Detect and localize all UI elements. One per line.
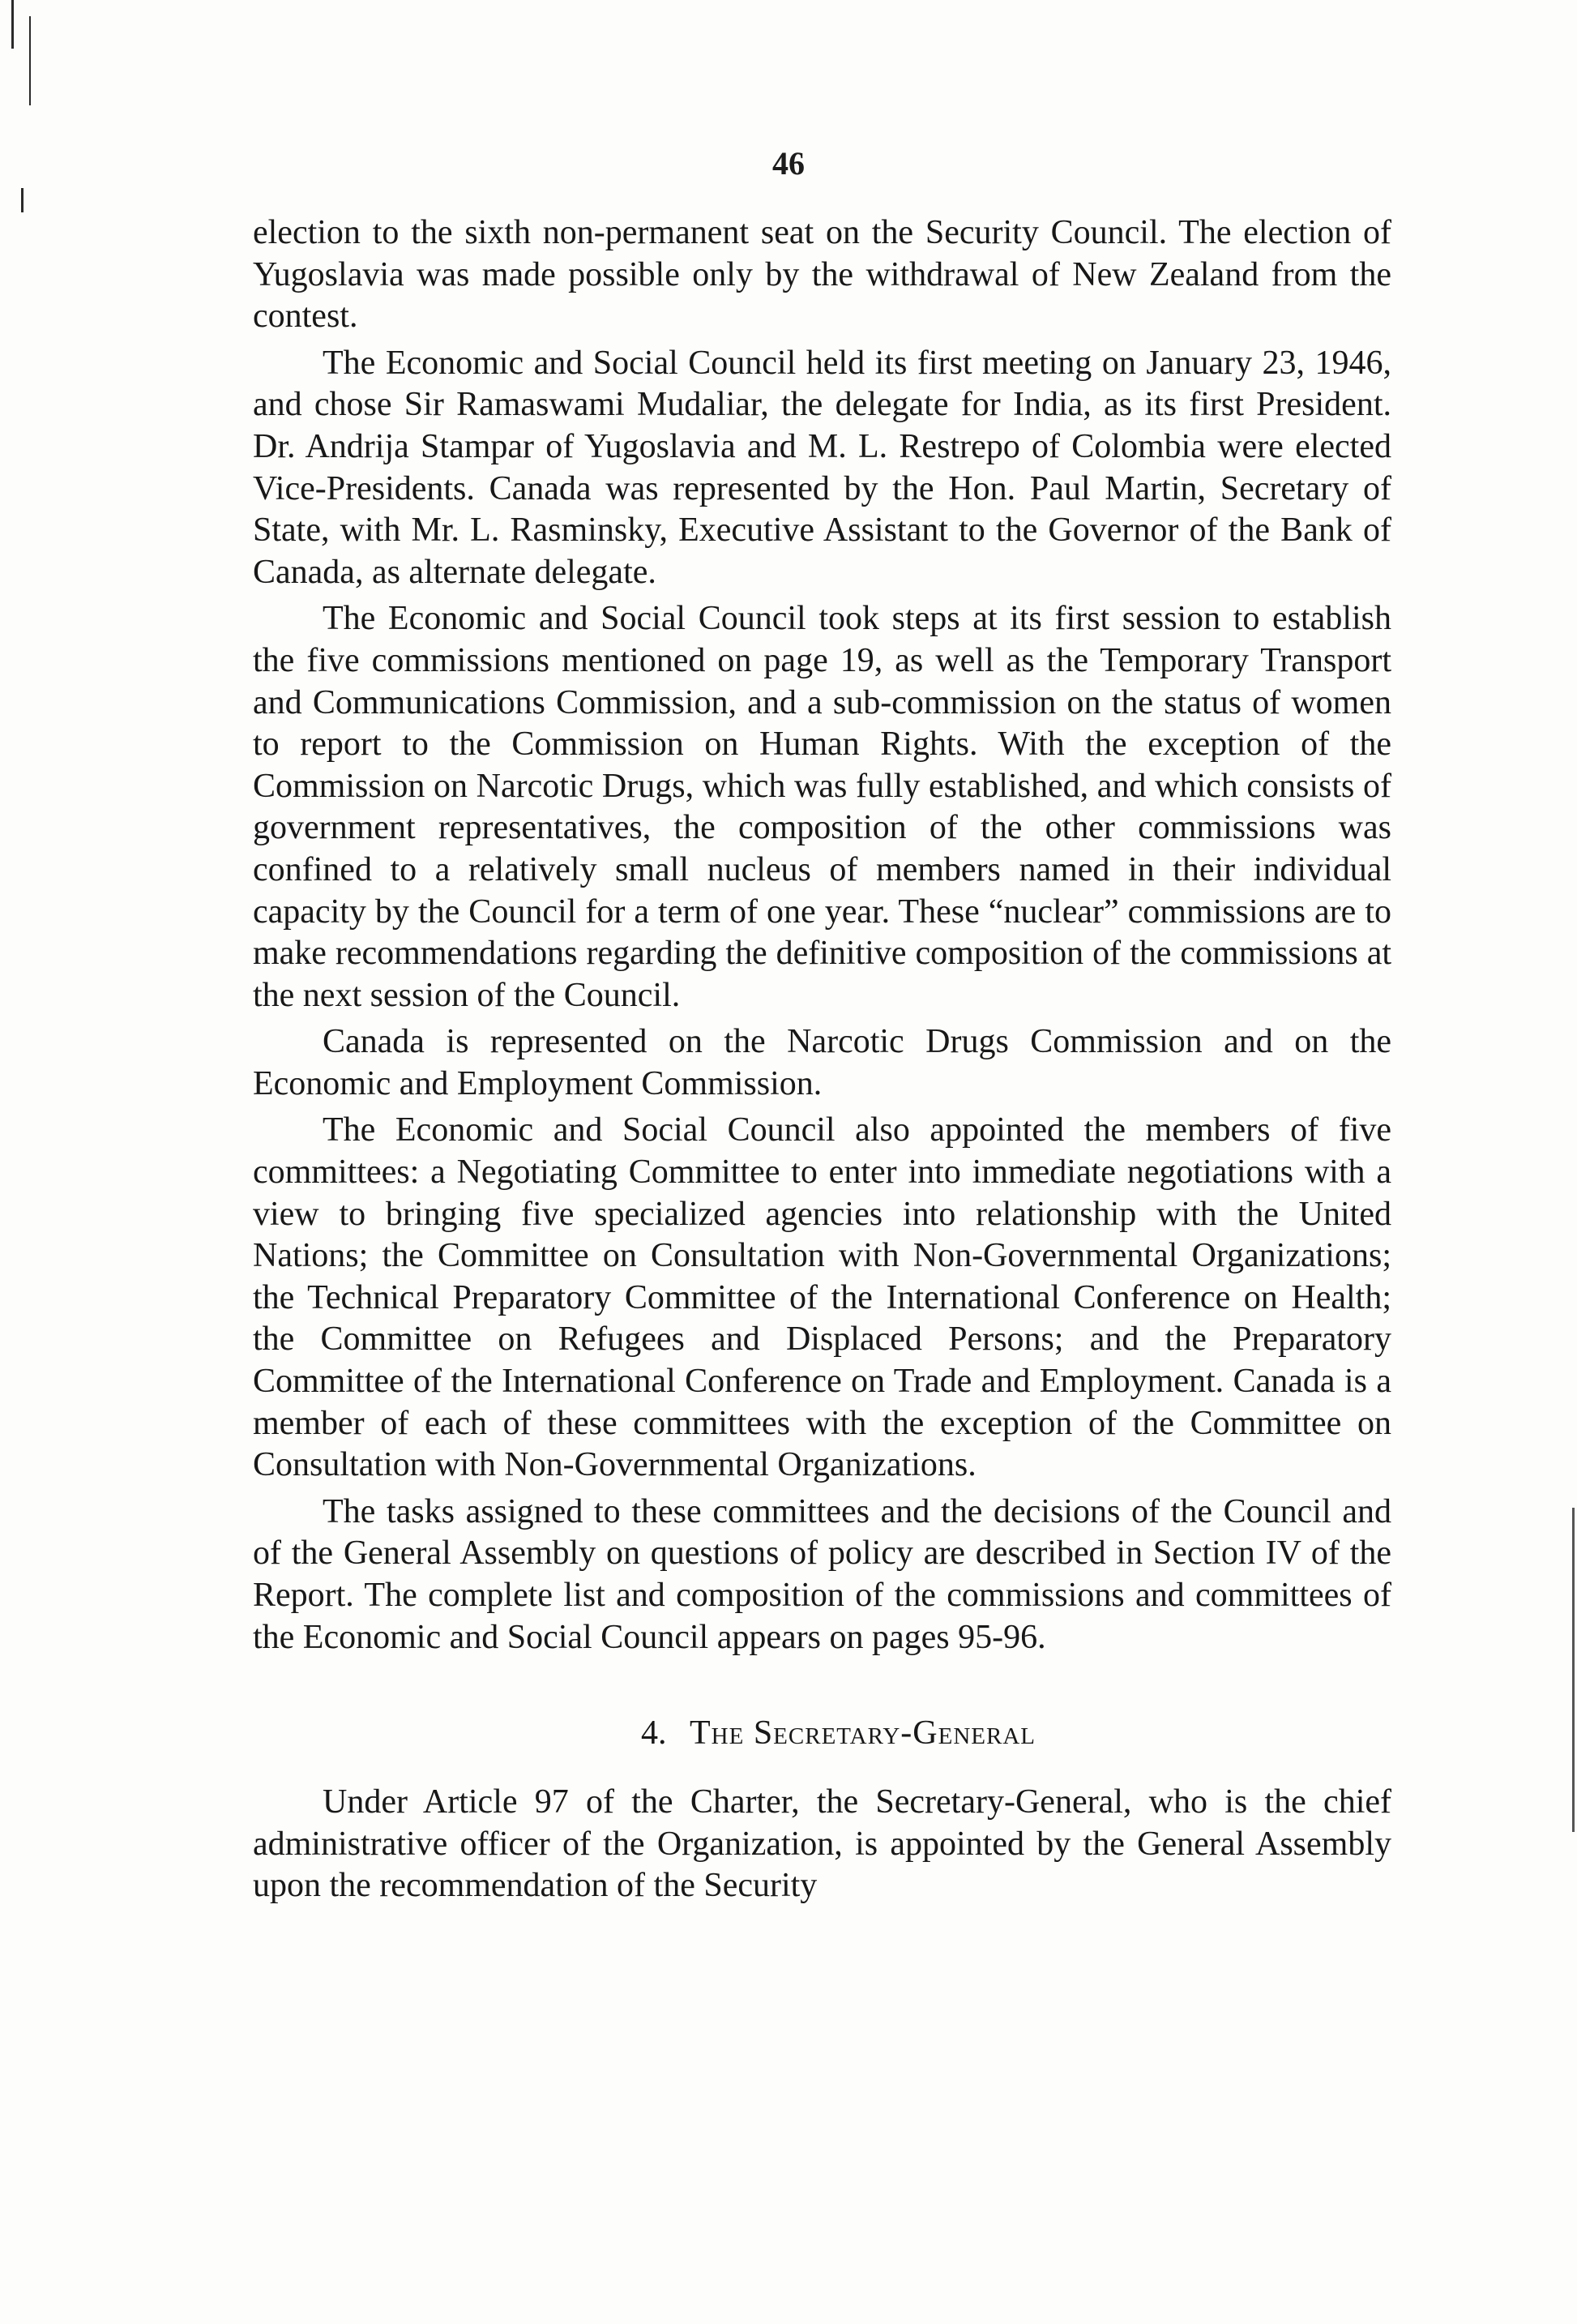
- scan-edge-mark: [29, 16, 31, 105]
- paragraph: The Economic and Social Council took steps at its first session to establish the five commissions mentioned on page 19, as well as the Temporary Transport and Communications Commission, and a sub-commission on the status of women to report to the Commission on Human Rights. With the exception of the Commission on Narcotic Drugs, which was fully established, and which consists of government representatives, the composition of the other commissions was confined to a relatively small nucleus of members named in their individual capacity by the Council for a term of one year. These “nuclear” commissions are to make recommendations regarding the definitive composition of the commissions at the next session of the Council.: [253, 600, 1391, 1014]
- section-heading: [253, 1712, 1391, 1754]
- body-text: [253, 212, 1391, 1912]
- paragraph: The Economic and Social Council held its first meeting on January 23, 1946, and chose Sir Ramaswami Mudaliar, the delegate for India, as its first President. Dr. Andrija Stampar of Yugoslavia and M. L. Restrepo of Colombia were elected Vice-Presidents. Canada was represented by the Hon. Paul Martin, Secretary of State, with Mr. L. Rasminsky, Executive Assistant to the Governor of the Bank of Canada, as alternate delegate.: [253, 344, 1391, 591]
- paragraph: The tasks assigned to these committees and the decisions of the Council and of the General Assembly on questions of policy are described in Section IV of the Report. The complete list and composition of the commissions and committees of the Economic and Social Council appears on pages 95-96.: [253, 1492, 1391, 1656]
- paragraph: election to the sixth non-permanent seat on the Security Council. The election of Yugoslavia was made possible only by the withdrawal of New Zealand from the contest.: [253, 214, 1391, 336]
- scan-edge-mark: [11, 0, 14, 49]
- paragraph: Canada is represented on the Narcotic Drugs Commission and on the Economic and Employment Commission.: [253, 1023, 1391, 1102]
- scan-edge-mark: [1572, 1508, 1575, 1832]
- page-number: 46: [772, 145, 805, 182]
- paragraph: The Economic and Social Council also appointed the members of five committees: a Negotiating Committee to enter into immediate negotiations with a view to bringing five specialized agencies into relationship with the United Nations; the Committee on Consultation with Non-Governmental Organizations; the Technical Preparatory Committee of the International Conference on Health; the Committee on Refugees and Displaced Persons; and the Preparatory Committee of the International Conference on Trade and Employment. Canada is a member of each of these committees with the exception of the Committee on Consultation with Non-Governmental Organizations.: [253, 1111, 1391, 1484]
- paragraph: Under Article 97 of the Charter, the Secretary-General, who is the chief administrative officer of the Organization, is appointed by the General Assembly upon the recommendation of the Security: [253, 1783, 1391, 1905]
- section-title: The Secretary-General: [690, 1714, 1036, 1753]
- scan-edge-mark: [21, 188, 24, 212]
- section-number: 4.: [641, 1714, 667, 1753]
